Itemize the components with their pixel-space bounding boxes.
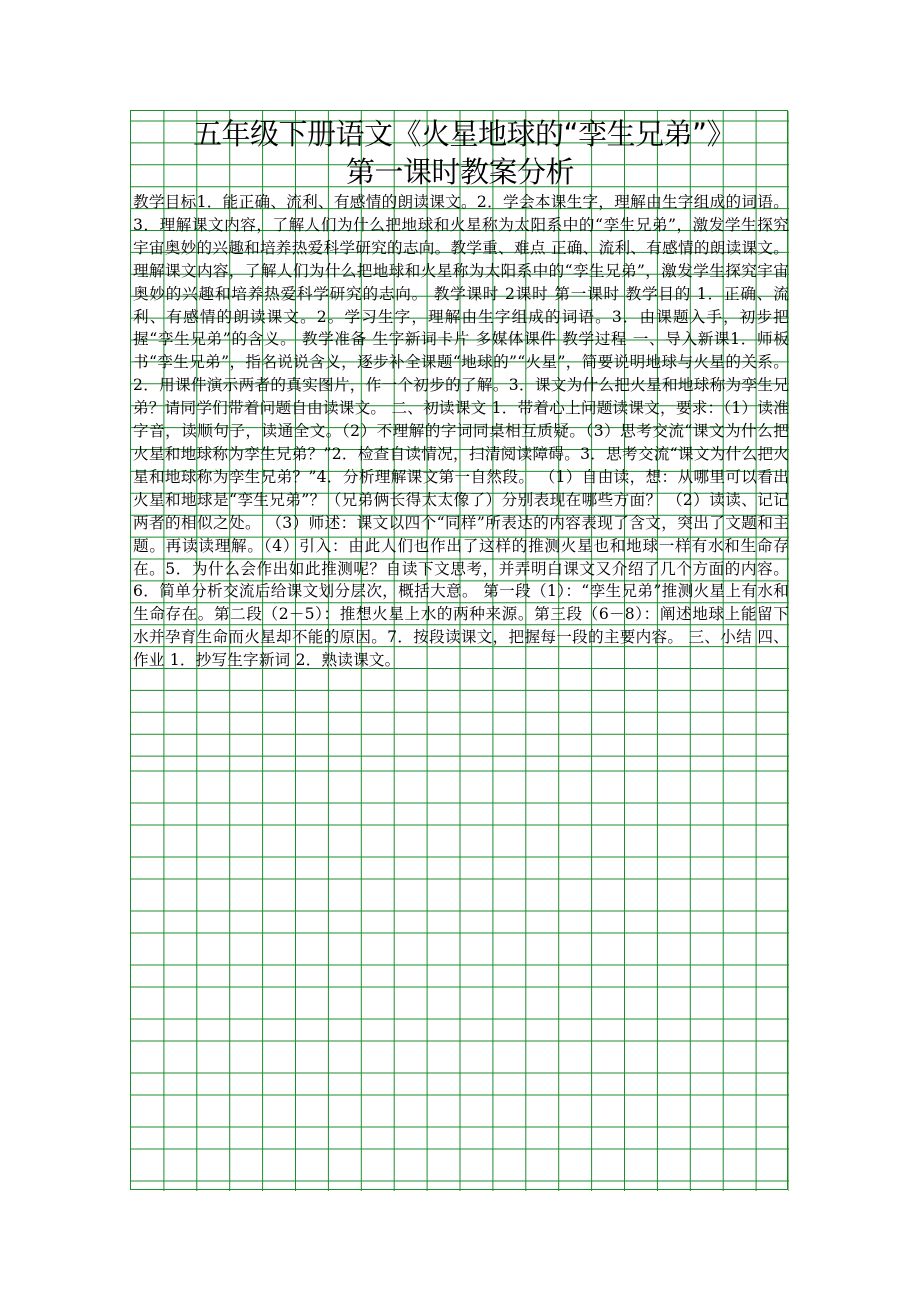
document-title-line-1: 五年级下册语文《火星地球的“孪生兄弟”》 [193, 117, 736, 151]
lesson-plan-body-text: 教学目标1．能正确、流利、有感情的朗读课文。2．学会本课生字，理解由生字组成的词语。3．理解课文内容，了解人们为什么把地球和火星称为太阳系中的“孪生兄弟”，激发学生探究宇宙奥妙的兴趣和培养热爱科学研究的志向。教学重、难点 正确、流利、有感情的朗读课文。理解课文内容，了解人们为什么把地球和火星称为太阳系中的“孪生兄弟”，激发学生探究宇宙奥妙的兴趣和培养热爱科学研究的志向。 教学课时 2课时 第一课时 教学目的 1．正确、流利、有感情的朗读课文。2。学习生字，理解由生字组成的词语。3．由课题入手，初步把握“孪生兄弟”的含义。 教学准备 生字新词卡片 多媒体课件 教学过程 一、导入新课1．师板书“孪生兄弟”，指名说说含义，逐步补全课题“地球的”“火星”，简要说明地球与火星的关系。 2．用课件演示两者的真实图片，作一个初步的了解。3．课文为什么把火星和地球称为孪生兄弟？请同学们带着问题自由读课文。 二、初读课文 1．带着心上问题读课文，要求：（1）读准字音，读顺句子，读通全文。（2）不理解的字词同桌相互质疑。（3）思考交流“课文为什么把火星和地球称为孪生兄弟？”2．检查自读情况，扫清阅读障碍。3．思考交流“课文为什么把火星和地球称为孪生兄弟？”4．分析理解课文第一自然段。 （1）自由读，想：从哪里可以看出火星和地球是“孪生兄弟”？（兄弟俩长得太太像了）分别表现在哪些方面？ （2）读读、记记两者的相似之处。 （3）师述：课文以四个“同样”所表达的内容表现了含文，突出了文题和主题。再读读理解。（4）引入：由此人们也作出了这样的推测火星也和地球一样有水和生命存在。5．为什么会作出如此推测呢？自读下文思考，并弄明白课文又介绍了几个方面的内容。6．简单分析交流后给课文划分层次，概括大意。 第一段（1）：“孪生兄弟”推测火星上有水和生命存在。第二段（2－5）：推想火星上水的两种来源。第三段（6－8）：阐述地球上能留下水并孕育生命而火星却不能的原因。7．按段读课文，把握每一段的主要内容。 三、小结 四、作业 1．抄写生字新词 2．熟读课文。 [133, 193, 789, 670]
document-title-line-2: 第一课时教案分析 [345, 155, 574, 189]
grid-paper-sheet [130, 110, 788, 1190]
